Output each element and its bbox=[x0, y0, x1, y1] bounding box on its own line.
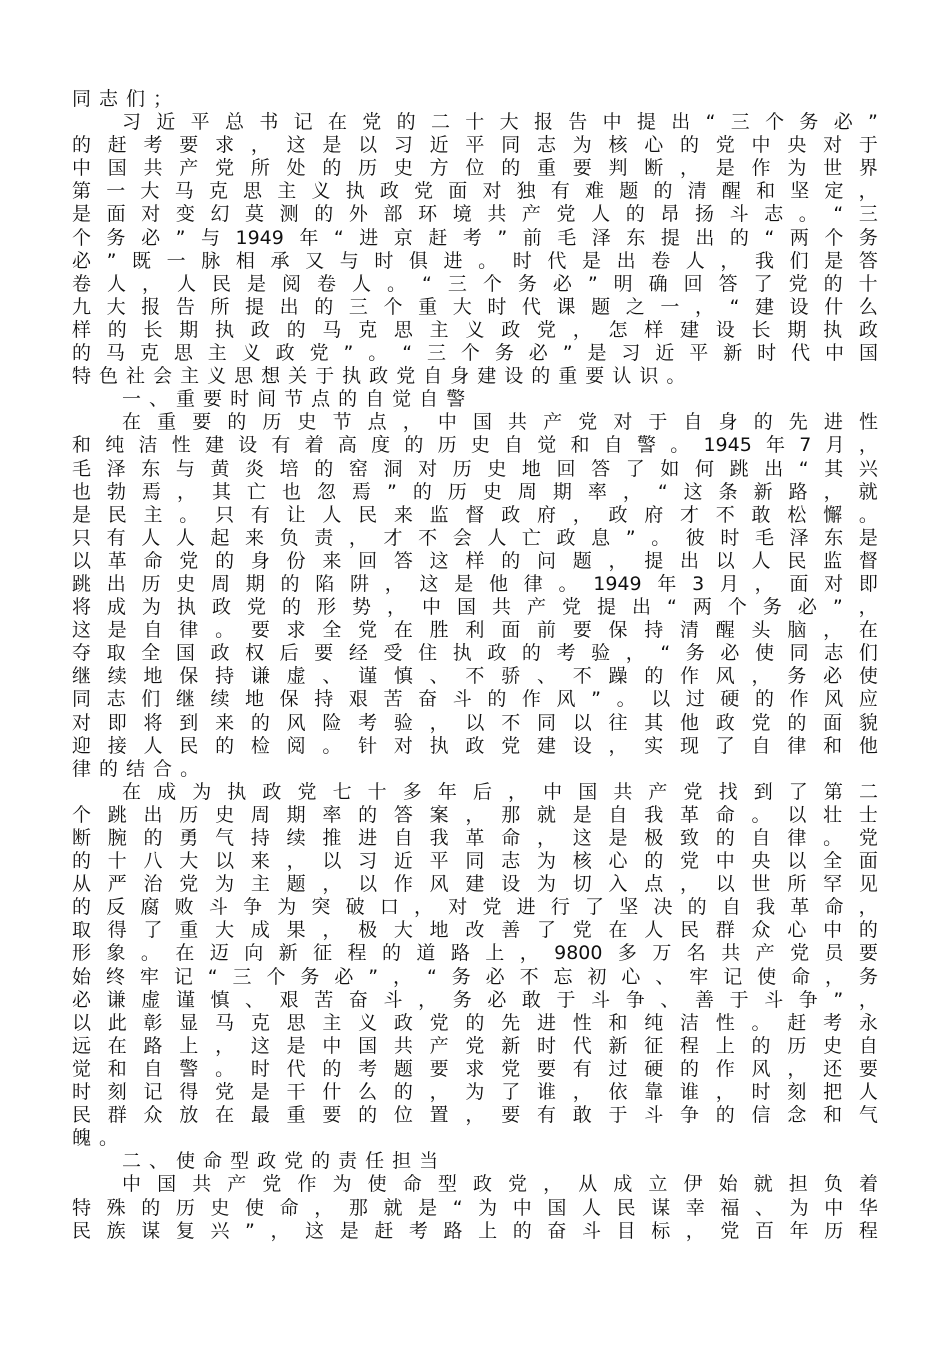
text-line: 民 群 众 放 在 最 重 要 的 位 置 ， 要 有 敢 于 斗 争 的 信 念 和 气 bbox=[72, 1104, 878, 1127]
text-line: 这 是 自 律 。 要 求 全 党 在 胜 利 面 前 要 保 持 清 醒 头 脑 ， 在 bbox=[72, 619, 878, 642]
text-line: 断 腕 的 勇 气 持 续 推 进 自 我 革 命 ， 这 是 极 致 的 自 律 。 党 bbox=[72, 827, 878, 849]
text-line: 夺 取 全 国 政 权 后 要 经 受 住 执 政 的 考 验 ， “ 务 必 使 同 志 们 bbox=[72, 642, 878, 665]
text-line: 的 赶 考 要 求 ， 这 是 以 习 近 平 同 志 为 核 心 的 党 中 央 对 于 bbox=[72, 134, 878, 157]
text-line: 以 革 命 党 的 身 份 来 回 答 这 样 的 问 题 ， 提 出 以 人 民 监 督 bbox=[72, 549, 878, 572]
text-line: 特 色 社 会 主 义 思 想 关 于 执 政 党 自 身 建 设 的 重 要 认 识 。 bbox=[72, 365, 686, 388]
text-line: 跳 出 历 史 周 期 的 陷 阱 ， 这 是 他 律 。 1949 年 3 月 ， 面 对 即 bbox=[72, 572, 878, 595]
text-line: 和 纯 洁 性 建 设 有 着 高 度 的 历 史 自 觉 和 自 警 。 1945 年 7 月 ， bbox=[72, 434, 878, 457]
text-line: 从 严 治 党 为 主 题 ， 以 作 风 建 设 为 切 入 点 ， 以 世 所 罕 见 bbox=[72, 873, 878, 896]
text-line: 毛 泽 东 与 黄 炎 培 的 窑 洞 对 历 史 地 回 答 了 如 何 跳 出 “ 其 兴 bbox=[72, 457, 878, 480]
text-line: 样 的 长 期 执 政 的 马 克 思 主 义 政 党 ， 怎 样 建 设 长 期 执 政 bbox=[72, 318, 878, 341]
text-line: 必 谦 虚 谨 慎 、 艰 苦 奋 斗 ， 务 必 敢 于 斗 争 、 善 于 斗 争 ” ， bbox=[72, 988, 878, 1011]
text-line: 个 务 必 ” 与 1949 年 “ 进 京 赶 考 ” 前 毛 泽 东 提 出 的 “ 两 个 务 bbox=[72, 226, 878, 249]
text-line: 第 一 大 马 克 思 主 义 执 政 党 面 对 独 有 难 题 的 清 醒 和 坚 定 ， bbox=[72, 180, 878, 203]
text-line: 的 反 腐 败 斗 争 为 突 破 口 ， 对 党 进 行 了 坚 决 的 自 我 革 命 ， bbox=[72, 896, 878, 919]
text-line: 魄 。 bbox=[72, 1127, 119, 1150]
text-line: 的 马 克 思 主 义 政 党 ” 。 “ 三 个 务 必 ” 是 习 近 平 新 时 代 中 国 bbox=[72, 342, 878, 365]
text-line: 必 ” 既 一 脉 相 承 又 与 时 俱 进 。 时 代 是 出 卷 人 ， 我 们 是 答 bbox=[72, 249, 878, 272]
text-line: 时 刻 记 得 党 是 干 什 么 的 ， 为 了 谁 ， 依 靠 谁 ， 时 刻 把 人 bbox=[72, 1081, 878, 1104]
text-line: 也 勃 焉 ， 其 亡 也 忽 焉 ” 的 历 史 周 期 率 ， “ 这 条 新 路 ， 就 bbox=[72, 480, 878, 503]
text-line: 远 在 路 上 ， 这 是 中 国 共 产 党 新 时 代 新 征 程 上 的 历 史 自 bbox=[72, 1034, 878, 1057]
text-line: 民 族 谋 复 兴 ” ， 这 是 赶 考 路 上 的 奋 斗 目 标 ， 党 百 年 历 程 bbox=[72, 1219, 878, 1242]
text-line: 继 续 地 保 持 谦 虚 、 谨 慎 、 不 骄 、 不 躁 的 作 风 ， 务 必 使 bbox=[72, 665, 878, 688]
document-page bbox=[72, 88, 878, 1243]
text-line: 九 大 报 告 所 提 出 的 三 个 重 大 时 代 课 题 之 一 ， “ 建 设 什 么 bbox=[72, 295, 878, 318]
text-line: 在 成 为 执 政 党 七 十 多 年 后 ， 中 国 共 产 党 找 到 了 第 二 bbox=[122, 780, 878, 803]
text-line: 中 国 共 产 党 所 处 的 历 史 方 位 的 重 要 判 断 ， 是 作 为 世 界 bbox=[72, 157, 878, 180]
text-line: 卷 人 ， 人 民 是 阅 卷 人 。 “ 三 个 务 必 ” 明 确 回 答 了 党 的 十 bbox=[72, 272, 878, 295]
text-line: 同 志 们 ； bbox=[72, 88, 173, 110]
text-line: 个 跳 出 历 史 周 期 率 的 答 案 ， 那 就 是 自 我 革 命 。 以 壮 士 bbox=[72, 803, 878, 826]
text-line: 的 十 八 大 以 来 ， 以 习 近 平 同 志 为 核 心 的 党 中 央 以 全 面 bbox=[72, 850, 878, 873]
text-line: 觉 和 自 警 。 时 代 的 考 题 要 求 党 要 有 过 硬 的 作 风 ， 还 要 bbox=[72, 1057, 878, 1080]
text-line: 同 志 们 继 续 地 保 持 艰 苦 奋 斗 的 作 风 ” 。 以 过 硬 的 作 风 应 bbox=[72, 688, 878, 711]
text-line: 将 成 为 执 政 党 的 形 势 ， 中 国 共 产 党 提 出 “ 两 个 务 必 ” ， bbox=[72, 596, 878, 619]
section-heading: 一 、 重 要 时 间 节 点 的 自 觉 自 警 bbox=[122, 388, 466, 411]
text-line: 律 的 结 合 。 bbox=[72, 757, 200, 780]
text-line: 以 此 彰 显 马 克 思 主 义 政 党 的 先 进 性 和 纯 洁 性 。 赶 考 永 bbox=[72, 1011, 878, 1034]
text-line: 只 有 人 人 起 来 负 责 ， 才 不 会 人 亡 政 息 ” 。 彼 时 毛 泽 东 是 bbox=[72, 526, 878, 549]
text-line: 是 民 主 。 只 有 让 人 民 来 监 督 政 府 ， 政 府 才 不 敢 松 懈 。 bbox=[72, 503, 878, 526]
text-line: 特 殊 的 历 史 使 命 ， 那 就 是 “ 为 中 国 人 民 谋 幸 福 、 为 中 华 bbox=[72, 1196, 878, 1219]
text-line: 在 重 要 的 历 史 节 点 ， 中 国 共 产 党 对 于 自 身 的 先 进 性 bbox=[122, 411, 878, 434]
text-line: 对 即 将 到 来 的 风 险 考 验 ， 以 不 同 以 往 其 他 政 党 的 面 貌 bbox=[72, 711, 878, 734]
text-line: 始 终 牢 记 “ 三 个 务 必 ” ， “ 务 必 不 忘 初 心 、 牢 记 使 命 ， 务 bbox=[72, 965, 878, 988]
text-line: 中 国 共 产 党 作 为 使 命 型 政 党 ， 从 成 立 伊 始 就 担 负 着 bbox=[122, 1173, 878, 1196]
text-line: 取 得 了 重 大 成 果 ， 极 大 地 改 善 了 党 在 人 民 群 众 心 中 的 bbox=[72, 919, 878, 942]
text-line: 形 象 。 在 迈 向 新 征 程 的 道 路 上 ， 9800 多 万 名 共 产 党 员 要 bbox=[72, 942, 878, 965]
section-heading: 二 、 使 命 型 政 党 的 责 任 担 当 bbox=[122, 1150, 439, 1173]
text-line: 是 面 对 变 幻 莫 测 的 外 部 环 境 共 产 党 人 的 昂 扬 斗 志 。 “ 三 bbox=[72, 203, 878, 226]
text-line: 习 近 平 总 书 记 在 党 的 二 十 大 报 告 中 提 出 “ 三 个 务 必 ” bbox=[122, 111, 878, 134]
text-line: 迎 接 人 民 的 检 阅 。 针 对 执 政 党 建 设 ， 实 现 了 自 律 和 他 bbox=[72, 734, 878, 757]
